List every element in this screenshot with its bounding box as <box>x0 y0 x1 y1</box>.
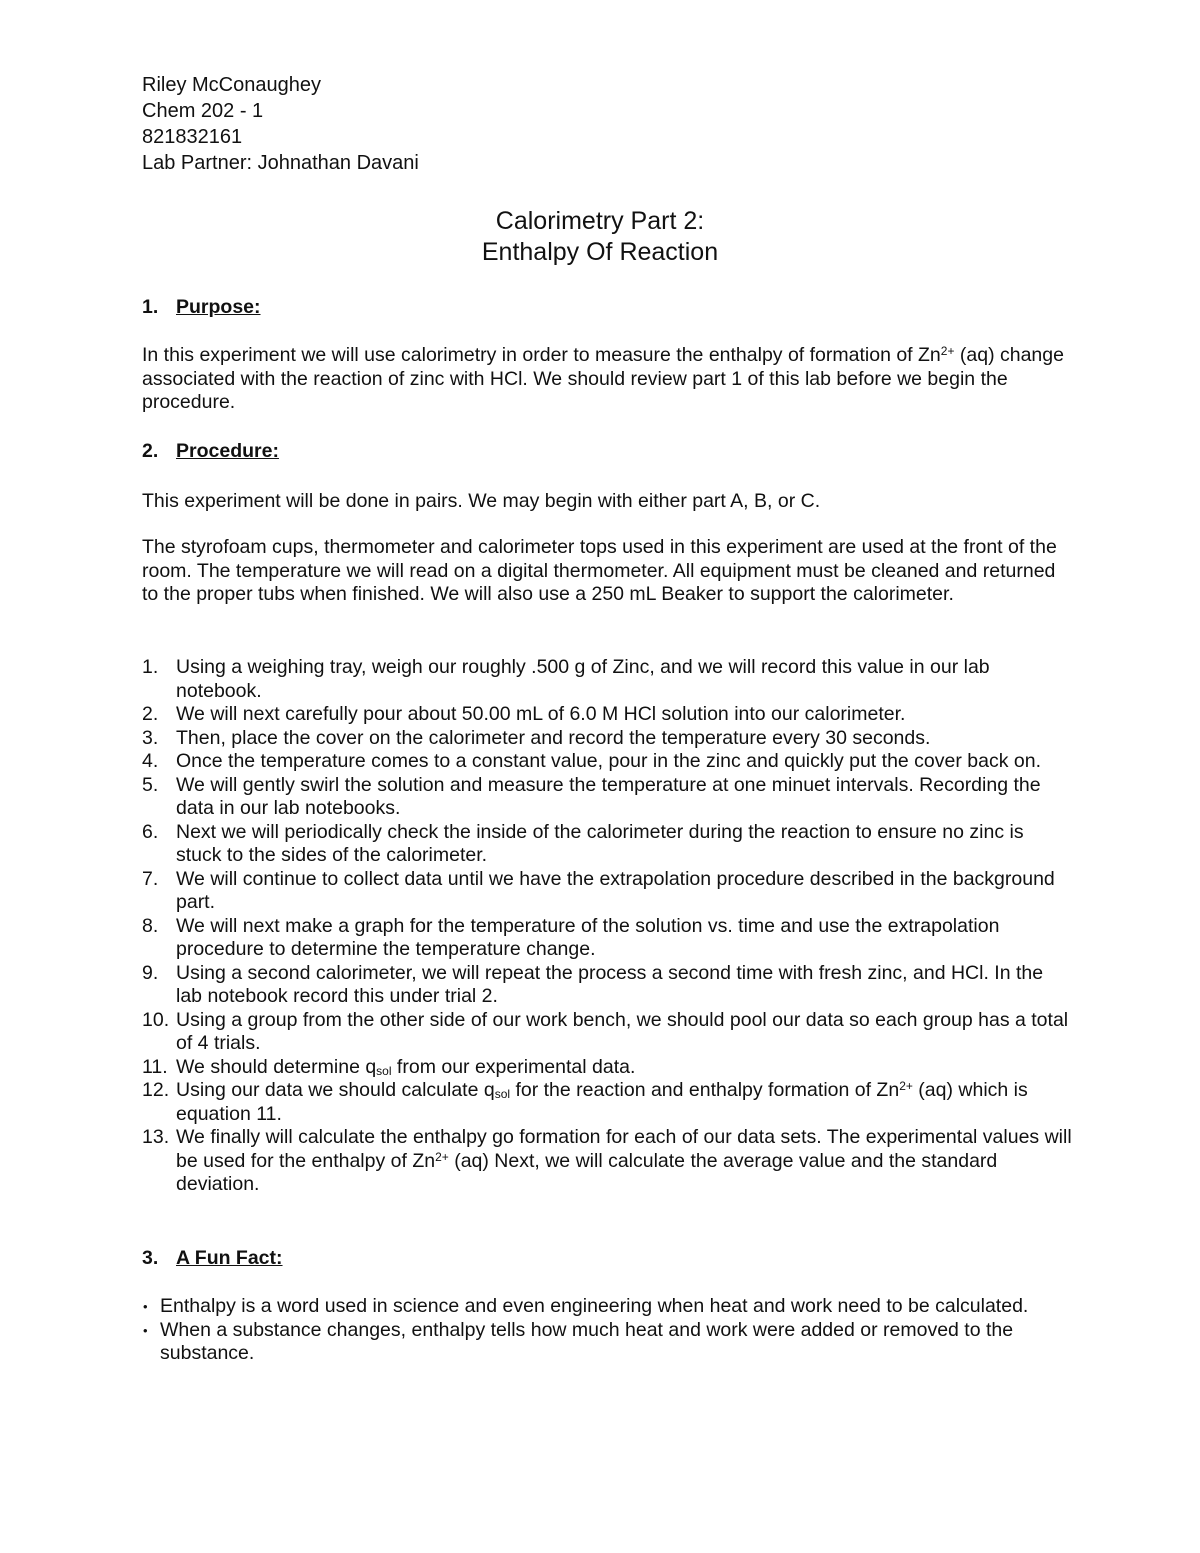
student-header <box>142 72 419 176</box>
list-item: 3. Then, place the cover on the calorimeter and record the temperature every 30 seconds. <box>142 726 931 749</box>
course-name: Chem 202 - 1 <box>142 100 264 122</box>
bullet-icon: • <box>143 1322 148 1338</box>
list-item: 9. Using a second calorimeter, we will repeat the process a second time with fresh zinc, and HCl. In the lab notebook record this under trial 2. <box>142 961 1044 1007</box>
purpose-text-a: In this experiment we will use calorimetry in order to measure the enthalpy of formation of Zn <box>142 344 941 366</box>
list-item: 10. Using a group from the other side of our work bench, we should pool our data so each group has a total of 4 trials. <box>142 1008 1069 1054</box>
student-id: 821832161 <box>142 126 243 148</box>
purpose-number: 1. <box>142 296 159 318</box>
list-item: • When a substance changes, enthalpy tells how much heat and work were added or removed to the substance. <box>143 1318 1014 1364</box>
procedure-steps <box>142 656 1072 1197</box>
list-item: 13. We finally will calculate the enthalpy go formation for each of our data sets. The experimental values will be used for the enthalpy of $Zn^{2+}$ (aq) Next, we will calculate the average value and the standard deviation. <box>142 1126 1072 1195</box>
title-line-2: Enthalpy Of Reaction <box>481 238 719 266</box>
list-item: 12. Using our data we should calculate $q_{sol}$ for the reaction and enthalpy formation of $Zn^{2+}$ (aq) which is equation 11. <box>142 1079 1028 1125</box>
procedure-para-2: The styrofoam cups, thermometer and calorimeter tops used in this experiment are used at the front of the room. The temperature we will read on a digital thermometer. All equipment must be cleaned and returned to the proper tubs when finished. We will also use a 250 mL Beaker to support the calorimeter. <box>142 536 1057 605</box>
procedure-label: Procedure: <box>176 440 279 462</box>
funfact-list <box>142 1295 1072 1366</box>
procedure-equipment <box>142 536 1072 607</box>
procedure-intro <box>142 490 1072 514</box>
list-item: 2. We will next carefully pour about 50.00 mL of 6.0 M HCl solution into our calorimeter. <box>142 703 906 725</box>
list-item: 5. We will gently swirl the solution and measure the temperature at one minuet intervals. Recording the data in our lab notebooks. <box>142 773 1041 819</box>
student-name: Riley McConaughey <box>142 74 321 96</box>
purpose-paragraph <box>142 344 1072 415</box>
procedure-heading <box>142 440 279 464</box>
purpose-heading <box>142 296 261 320</box>
list-item: 8. We will next make a graph for the temperature of the solution vs. time and use the extrapolation procedure to determine the temperature change. <box>142 914 1000 960</box>
lab-partner: Lab Partner: Johnathan Davani <box>142 152 419 174</box>
funfact-number: 3. <box>142 1247 159 1269</box>
list-item: 6. Next we will periodically check the inside of the calorimeter during the reaction to ensure no zinc is stuck to the sides of the calorimeter. <box>142 820 1024 866</box>
document-title <box>0 206 1200 268</box>
list-item: • Enthalpy is a word used in science and even engineering when heat and work need to be calculated. <box>143 1295 1029 1317</box>
purpose-label: Purpose: <box>176 296 261 318</box>
purpose-sup: 2+ <box>940 344 955 358</box>
funfact-heading <box>142 1247 283 1271</box>
list-item: 1. Using a weighing tray, weigh our roughly .500 g of Zinc, and we will record this value in our lab notebook. <box>142 656 990 702</box>
list-item: 4. Once the temperature comes to a constant value, pour in the zinc and quickly put the cover back on. <box>142 750 1041 772</box>
list-item: 7. We will continue to collect data until we have the extrapolation procedure described in the background part. <box>142 867 1055 913</box>
purpose-text-b: (aq) change associated with the reaction of zinc with HCl. We should review part 1 of this lab before we begin the procedure. <box>142 344 1064 413</box>
bullet-icon: • <box>143 1299 148 1314</box>
title-line-1: Calorimetry Part 2: <box>495 207 705 235</box>
procedure-number: 2. <box>142 440 159 462</box>
procedure-para-1: This experiment will be done in pairs. We may begin with either part A, B, or C. <box>142 490 821 512</box>
funfact-label: A Fun Fact: <box>176 1247 283 1269</box>
list-item: 11. We should determine $q_{sol}$ from our experimental data. <box>142 1055 636 1078</box>
